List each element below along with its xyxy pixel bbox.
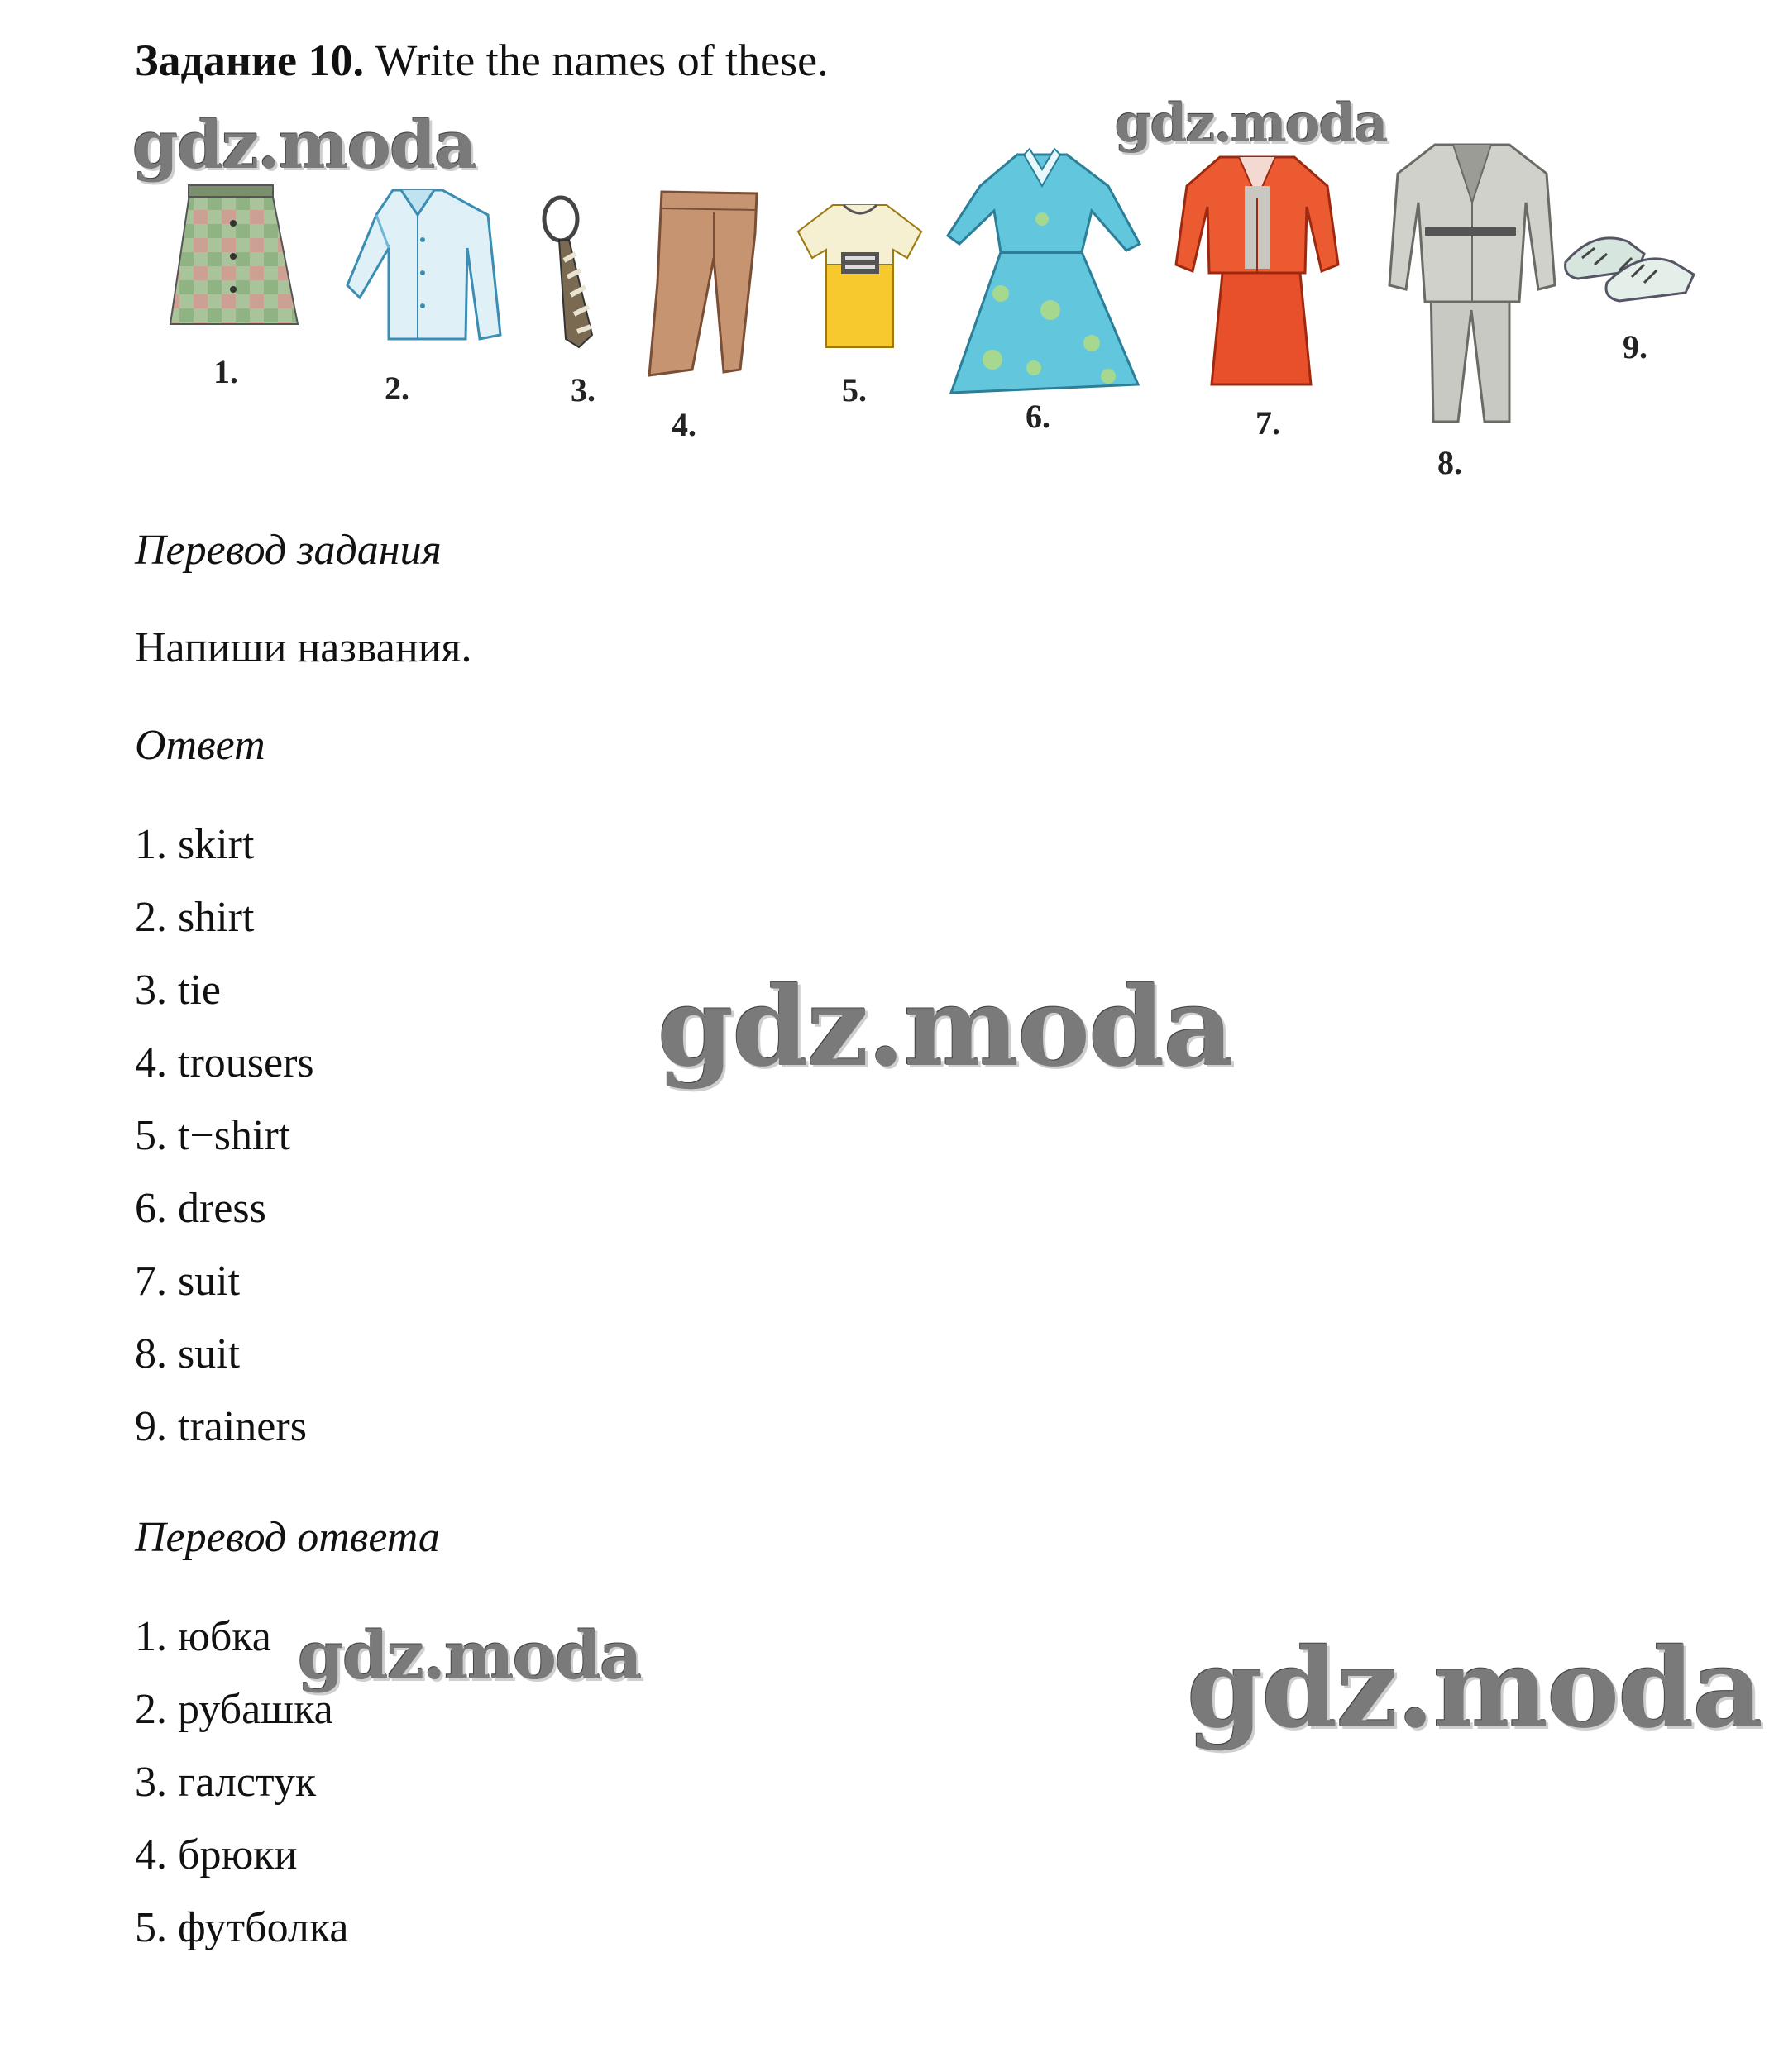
answer-heading: Ответ [135,722,265,769]
illustration-number: 3. [571,371,595,408]
t-shirt-icon [796,198,924,351]
dress-icon [943,145,1145,397]
translation-task-text: Напиши названия. [135,624,472,671]
task-label: Задание 10. [135,36,365,85]
watermark: gdz.moda [1115,93,1387,155]
tie-icon [536,194,602,351]
watermark: gdz.moda [1187,1625,1762,1753]
watermark: gdz.moda [657,963,1233,1091]
womens-suit-icon [1174,149,1340,389]
illustration-number: 2. [385,370,409,407]
list-item: 8. suit [135,1330,241,1377]
translation-task-heading: Перевод задания [135,527,442,574]
list-item: 9. trainers [135,1403,307,1450]
list-item: 4. брюки [135,1831,298,1879]
list-item: 7. suit [135,1258,241,1305]
illustration-number: 7. [1255,404,1280,442]
list-item: 5. t−shirt [135,1112,291,1159]
list-item: 2. рубашка [135,1686,333,1733]
answer-list [135,819,314,1473]
mens-suit-icon [1385,136,1559,426]
trainers-icon [1561,225,1698,303]
skirt-icon [165,182,302,331]
clothes-illustration [0,0,1774,480]
watermark: gdz.moda [132,106,476,184]
list-item: 1. skirt [135,821,255,868]
list-item: 6. dress [135,1185,266,1232]
illustration-number: 6. [1026,398,1050,435]
illustration-number: 1. [213,353,238,390]
illustration-number: 5. [842,371,867,408]
watermark: gdz.moda [298,1616,641,1694]
list-item: 3. галстук [135,1759,317,1806]
answer-translation-heading: Перевод ответа [135,1514,440,1561]
list-item: 4. trousers [135,1039,314,1086]
illustration-number: 4. [672,406,696,443]
answer-translation-list [135,1611,348,1974]
task-instruction: Write the names of these. [375,36,829,85]
list-item: 3. tie [135,967,221,1014]
shirt-icon [343,182,509,347]
trousers-icon [641,184,765,382]
list-item: 1. юбка [135,1613,271,1660]
list-item: 5. футболка [135,1904,349,1951]
illustration-number: 8. [1437,444,1462,481]
list-item: 2. shirt [135,894,255,941]
illustration-number: 9. [1623,328,1647,365]
